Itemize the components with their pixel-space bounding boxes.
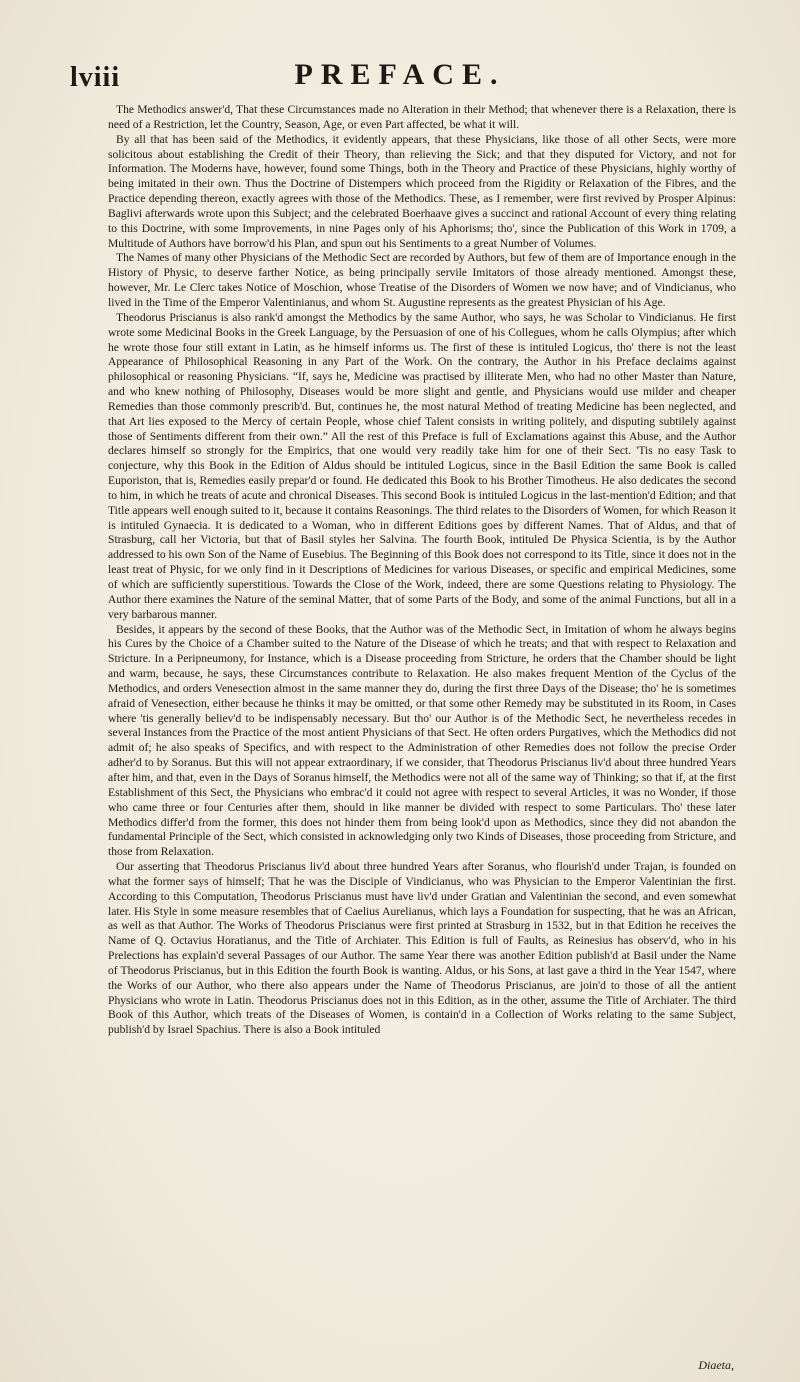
paragraph-6: Our asserting that Theodorus Priscianus liv'd about three hundred Years after Soranus, who flourish'd under Trajan, is founded on what the former says of himself; That he was the Disciple of Vindicianus, who was Physician to the Emperor Valentinian the first. According to this Computation, Theodorus Priscianus must have liv'd under Gratian and Valentinian the second, and even somewhat later. His Style in some measure resembles that of Caelius Aurelianus, which lays a Foundation for suspecting, that he was an African, as well as that Author. The Works of Theodorus Priscianus were first printed at Strasburg in 1532, but in that Edition he receives the Name of Q. Octavius Horatianus, and the Title of Archiater. This Edition is full of Faults, as Reinesius has observ'd, who in his Prelections has explain'd several Passages of our Author. The same Year there was another Edition publish'd at Basil under the Name of Theodorus Priscianus, but in this Edition the fourth Book is wanting. Aldus, or his Sons, at last gave a third in the Year 1547, where the Works of our Author, who there also appears under the Name of Theodorus Priscianus, are join'd to those of all the antient Physicians who wrote in Latin. Theodorus Priscianus does not in this Edition, as in the other, assume the Title of Archiater. The third Book of this Author, which treats of the Diseases of Women, is contain'd in a Collection of Works relating to the same Subject, publish'd by Israel Spachius. There is also a Book intituled <box>108 860 736 1037</box>
page-number: lviii <box>70 62 121 93</box>
body-text <box>108 103 736 1038</box>
paragraph-5: Besides, it appears by the second of these Books, that the Author was of the Methodic Sect, in Imitation of whom he always begins his Cures by the Choice of a Chamber suited to the Nature of the Disease of which he treats; and that with respect to Relaxation and Stricture. In a Peripneumony, for Instance, which is a Disease proceeding from Stricture, he orders that the Chamber should be light and warm, because, he says, these Circumstances contribute to Relaxation. He also makes frequent Mention of the Cyclus of the Methodics, and orders Venesection almost in the same manner they do, during the first three Days of the Disease; tho' he is sometimes afraid of Venesection, either because he thinks it may be omitted, or that some other Remedy may be substituted in its Room, in Cases where 'tis generally believ'd to be indispensably necessary. But tho' our Author is of the Methodic Sect, he nevertheless recedes in several Instances from the Practice of the most antient Physicians of that Sect. He often orders Purgatives, which the Methodics did not admit of; he also speaks of Specifics, and with respect to the Administration of other Remedies does not follow the precise Order adher'd to by Soranus. But this will not appear extraordinary, if we consider, that Theodorus Priscianus liv'd about three hundred Years after him, and that, even in the Days of Soranus himself, the Methodics were not all of the same way of Thinking; so that if, at the first Establishment of this Sect, the Physicians who embrac'd it could not agree with respect to several Articles, it was no Wonder, if those who came three or four Centuries after them, should in like manner be divided with respect to some Particulars. Tho' these later Methodics differ'd from the former, this does not hinder them from being look'd upon as Methodics, since they did not abandon the fundamental Principle of the Sect, which consisted in acknowledging only two Kinds of Diseases, those proceeding from Stricture, and those from Relaxation. <box>108 622 736 859</box>
catchword: Diaeta, <box>698 1358 734 1372</box>
paragraph-2: By all that has been said of the Methodics, it evidently appears, that these Physicians, like those of all other Sects, were more solicitous about establishing the Credit of their Theory, than relieving the Sick; and that they disputed for Victory, and not for Information. The Moderns have, however, found some Things, both in the Theory and Practice of these Physicians, highly worthy of being imitated in their own. Thus the Doctrine of Distempers which proceed from the Rigidity or Relaxation of the Fibres, and the Practice depending thereon, exactly agrees with those of the Methodics. These, as I remember, were first revived by Prosper Alpinus: Baglivi afterwards wrote upon this Subject; and the celebrated Boerhaave gives a succinct and rational Account of every thing relating to this Doctrine, with some Improvements, in nine Pages only of his Aphorisms; tho', since the Publication of this Work in 1709, a Multitude of Authors have borrow'd his Plan, and spun out his Sentiments to a great Number of Volumes. <box>108 132 736 250</box>
paragraph-3: The Names of many other Physicians of the Methodic Sect are recorded by Authors, but few of them are of Importance enough in the History of Physic, to deserve farther Notice, as being principally servile Imitators of those already mentioned. Amongst these, however, Mr. Le Clerc takes Notice of Moschion, whose Treatise of the Disorders of Women we now have; and of Vindicianus, who lived in the Time of the Emperor Valentinianus, and whom St. Augustine represents as the greatest Physician of his Age. <box>108 251 736 309</box>
paragraph-4: Theodorus Priscianus is also rank'd amongst the Methodics by the same Author, who says, he was Scholar to Vindicianus. He first wrote some Medicinal Books in the Greek Language, by the Persuasion of one of his Collegues, whom he calls Olympius; after which he wrote those four still extant in Latin, as he himself informs us. The first of these is intituled Logicus, tho' there is not the least Appearance of Philosophical Reasoning in any Part of the Work. On the contrary, the Author in his Preface declaims against philosophical or reasoning Physicians. “If, says he, Medicine was practised by illiterate Men, who had no other Master than Nature, and who knew nothing of Philosophy, Diseases would be more slight and gentle, and Physicians would use milder and cheaper Remedies than those commonly prescrib'd. But, continues he, the most natural Method of treating Medicine has been neglected, and that Art lies exposed to the Mercy of certain People, whose chief Talent consists in writing politely, and disputing subtilely against those of Sentiments different from their own.” All the rest of this Preface is full of Exclamations against this Abuse, and the Author declares himself so strongly for the Empirics, that one would very readily take him for one of their Sect. 'Tis no easy Task to conjecture, why this Book in the Edition of Aldus should be intituled Logicus, since in the Basil Edition the same Book is called Euporiston, that is, Remedies easily prepar'd or found. He dedicated this Book to his Brother Timotheus. He also dedicates the second to him, in which he treats of acute and chronical Diseases. This second Book is intituled Logicus in the last-mention'd Edition; and that Title appears well enough suited to it, because it contains Reasonings. The third relates to the Disorders of Women, for which Reason it is intituled Gynaecia. It is dedicated to a Woman, who in different Editions goes by different Names. That of Aldus, and that of Strasburg, call her Victoria, but that of Basil styles her Salvina. The fourth Book, intituled De Physica Scientia, is by the Author addressed to his own Son of the Name of Eusebius. The Beginning of this Book does not correspond to its Title, since it does not in the least treat of Physic, for we only find in it Descriptions of Medicines for various Diseases, or specific and empirical Medicines, some of which are sufficiently superstitious. Towards the Close of the Work, indeed, there are some Questions relating to Physiology. The Author there examines the Nature of the seminal Matter, that of some Parts of the Body, and some of the animal Functions, but all in a very barbarous manner. <box>108 310 736 621</box>
running-head: PREFACE. <box>294 58 506 91</box>
page-header <box>70 56 730 96</box>
paragraph-1: The Methodics answer'd, That these Circumstances made no Alteration in their Method; that whenever there is a Relaxation, there is need of a Restriction, let the Country, Season, Age, or even Part affected, be what it will. <box>108 103 736 131</box>
